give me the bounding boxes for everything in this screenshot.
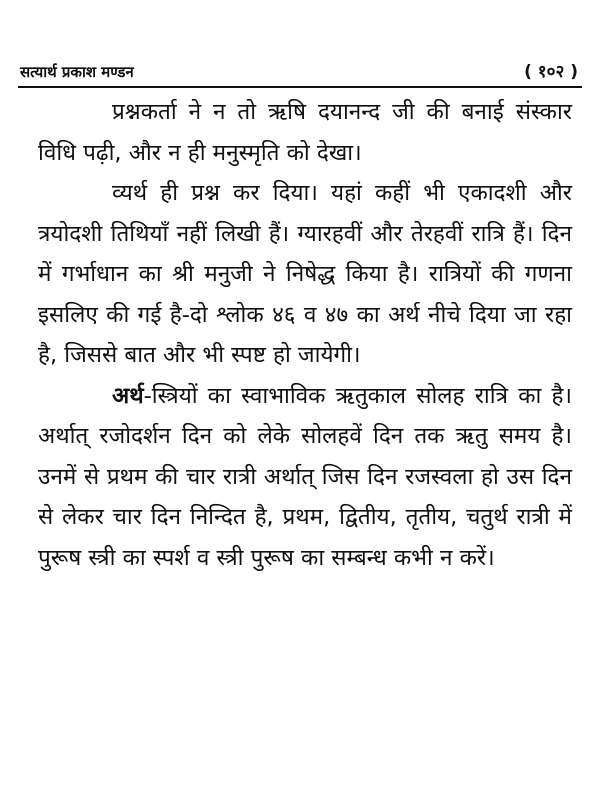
paragraph-2-text: व्यर्थ ही प्रश्न कर दिया। यहां कहीं भी एकादशी और त्रयोदशी तिथियाँ नहीं लिखी हैं। ग्यारहवीं और तेरहवीं रात्रि हैं। दिन में गर्भाधान का श्री मनुजी ने निषेद्ध किया है। रात्रियों की गणना इसलिए की गई है-दो श्लोक ४६ व ४७ का अर्थ नीचे दिया जा रहा है, जिससे बात और भी स्पष्ट हो जायेगी। bbox=[38, 180, 572, 368]
page-number: ( १०२ ) bbox=[524, 62, 578, 82]
paragraph-3-text: -स्त्रियों का स्वाभाविक ऋतुकाल सोलह रात्रि का है। अर्थात् रजोदर्शन दिन को लेके सोलहवें दिन तक ऋतु समय है। उनमें से प्रथम की चार रात्री अर्थात् जिस दिन रजस्वला हो उस दिन से लेकर चार दिन निन्दित है, प्रथम, द्वितीय, तृतीय, चतुर्थ रात्री में पुरूष स्त्री का स्पर्श व स्त्री पुरूष का सम्बन्ध कभी न करें। bbox=[38, 382, 572, 571]
paragraph-1-text: प्रश्नकर्ता ने न तो ऋषि दयानन्द जी की बनाई संस्कार विधि पढ़ी, और न ही मनुस्मृति को देखा। bbox=[38, 99, 572, 166]
paragraph-2 bbox=[38, 173, 572, 376]
running-title: सत्यार्थ प्रकाश मण्डन bbox=[20, 63, 134, 81]
paragraph-3 bbox=[38, 376, 572, 579]
paragraph-3-lead: अर्थ bbox=[112, 382, 144, 409]
page-header bbox=[20, 58, 578, 82]
paragraph-1 bbox=[38, 92, 572, 173]
header-rule bbox=[18, 86, 582, 88]
body-text bbox=[38, 92, 572, 578]
